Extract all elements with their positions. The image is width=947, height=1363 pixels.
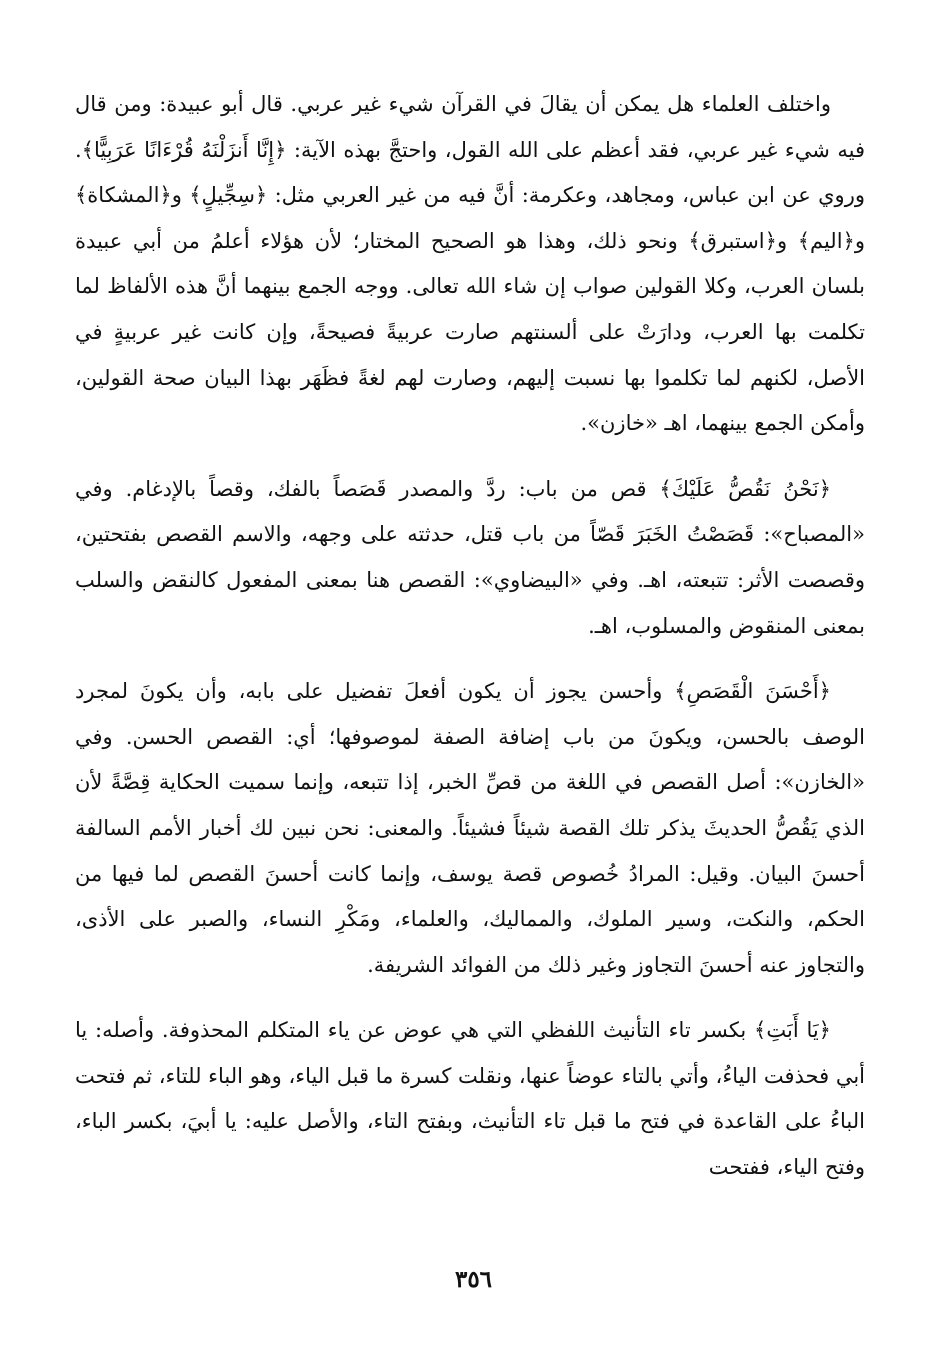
page-number: ٣٥٦ [454,1266,493,1293]
paragraph-ya-abati: ﴿يَا أَبَتِ﴾ بكسر تاء التأنيث اللفظي التي هي عوض عن ياء المتكلم المحذوفة. وأصله: يا أبي فحذفت الياءُ، وأتي بالتاء عوضاً عنها، ونقلت كسرة ما قبل الياء، وهو الباء للتاء، ثم فتحت الباءُ على القاعدة في فتح ما قبل تاء التأنيث، وبفتح التاء، والأصل عليه: يا أبيَ، بكسر الباء، وفتح الياء، ففتحت [75,1018,865,1180]
paragraph-nahnu-naqussu: ﴿نَحْنُ نَقُصُّ عَلَيْكَ﴾ قص من باب: ردَّ والمصدر قَصَصاً بالفك، وقصاً بالإدغام. وفي «المصباح»: قَصَصْتُ الخَبَرَ قَصّاً من باب قتل، حدثته على وجهه، والاسم القصص بفتحتين، وقصصت الأثر: تتبعته، اهـ. وفي «البيضاوي»: القصص هنا بمعنى المفعول كالنقض والسلب بمعنى المنقوض والمسلوب، اهـ. [75,476,865,638]
page-text [75,82,865,1191]
paragraph-ahsan-al-qasas: ﴿أَحْسَنَ الْقَصَصِ﴾ وأحسن يجوز أن يكون أفعلَ تفضيل على بابه، وأن يكونَ لمجرد الوصف بالحسن، ويكونَ من باب إضافة الصفة لموصوفها؛ أي: القصص الحسن. وفي «الخازن»: أصل القصص في اللغة من قصِّ الخبر، إذا تتبعه، وإنما سميت الحكاية قِصَّةً لأن الذي يَقُصُّ الحديثَ يذكر تلك القصة شيئاً فشيئاً. والمعنى: نحن نبين لك أخبار الأمم السالفة أحسنَ البيان. وقيل: المرادُ خُصوص قصة يوسف، وإنما كانت أحسنَ القصص لما فيها من الحكم، والنكت، وسير الملوك، والمماليك، والعلماء، ومَكْرِ النساء، والصبر على الأذى، والتجاوز عنه أحسنَ التجاوز وغير ذلك من الفوائد الشريفة. [75,679,865,977]
paragraph-foreign-words: واختلف العلماء هل يمكن أن يقالَ في القرآن شيء غير عربي. قال أبو عبيدة: ومن قال فيه شيء غير عربي، فقد أعظم على الله القول، واحتجَّ بهذه الآية: ﴿إِنَّا أَنزَلْنَهُ قُرْءَانًا عَرَبِيًّا﴾. وروي عن ابن عباس، ومجاهد، وعكرمة: أنَّ فيه من غير العربي مثل: ﴿سِجِّيلٍ﴾ و﴿المشكاة﴾ و﴿اليم﴾ و﴿استبرق﴾ ونحو ذلك، وهذا هو الصحيح المختار؛ لأن هؤلاء أعلمُ من أبي عبيدة بلسان العرب، وكلا القولين صواب إن شاء الله تعالى. ووجه الجمع بينهما أنَّ هذه الألفاظ لما تكلمت بها العرب، ودارَتْ على ألسنتهم صارت عربيةً فصيحةً، وإن كانت غير عربيةٍ في الأصل، لكنهم لما تكلموا بها نسبت إليهم، وصارت لهم لغةً فظَهَر بهذا البيان صحة القولين، وأمكن الجمع بينهما، اهـ «خازن». [75,92,865,436]
